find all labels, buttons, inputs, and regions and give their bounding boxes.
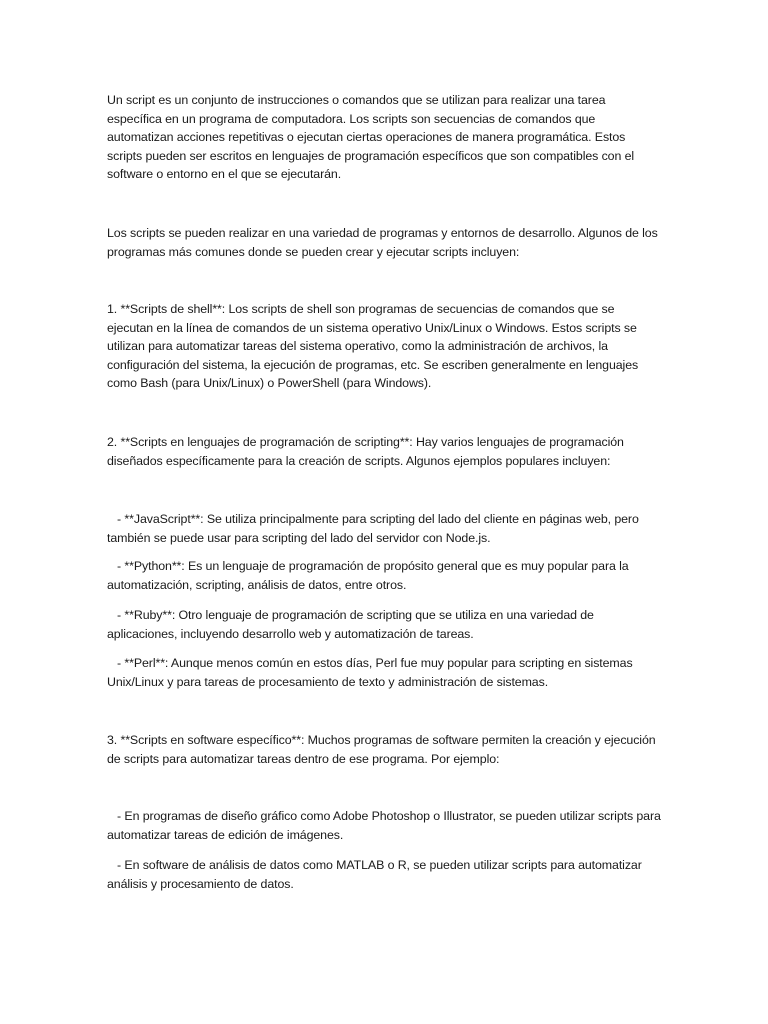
list-item-graphic-design: - En programas de diseño gráfico como Adobe Photoshop o Illustrator, se pueden utilizar scripts para automatizar tareas de edición de imágenes. bbox=[107, 809, 665, 842]
list-item-data-analysis: - En software de análisis de datos como MATLAB o R, se pueden utilizar scripts para automatizar análisis y procesamiento de datos. bbox=[107, 858, 646, 891]
list-item-javascript: - **JavaScript**: Se utiliza principalmente para scripting del lado del cliente en páginas web, pero también se puede usar para scripting del lado del servidor con Node.js. bbox=[107, 512, 643, 545]
list-item-python: - **Python**: Es un lenguaje de programación de propósito general que es muy popular para la automatización, scripting, análisis de datos, entre otros. bbox=[107, 559, 632, 592]
list-item-perl: - **Perl**: Aunque menos común en estos días, Perl fue muy popular para scripting en sistemas Unix/Linux y para tareas de procesamiento de texto y administración de sistemas. bbox=[107, 656, 636, 689]
paragraph-intro: Un script es un conjunto de instrucciones o comandos que se utilizan para realizar una tarea específica en un programa de computadora. Los scripts son secuencias de comandos que automatizan acciones repetitivas o ejecutan ciertas operaciones de manera programática. Estos scripts pueden ser escritos en lenguajes de programación específicos que son compatibles con el software o entorno en el que se ejecutarán. bbox=[107, 93, 635, 182]
paragraph-programs: Los scripts se pueden realizar en una variedad de programas y entornos de desarrollo. Algunos de los programas más comunes donde se pueden crear y ejecutar scripts incluyen: bbox=[107, 226, 658, 259]
paragraph-specific-software: 3. **Scripts en software específico**: Muchos programas de software permiten la creación y ejecución de scripts para automatizar tareas dentro de ese programa. Por ejemplo: bbox=[107, 733, 656, 766]
list-item-ruby: - **Ruby**: Otro lenguaje de programación de scripting que se utiliza en una variedad de aplicaciones, incluyendo desarrollo web y automatización de tareas. bbox=[107, 608, 598, 641]
paragraph-shell-scripts: 1. **Scripts de shell**: Los scripts de shell son programas de secuencias de comandos que se ejecutan en la línea de comandos de un sistema operativo Unix/Linux o Windows. Estos scripts se utilizan para automatizar tareas del sistema operativo, como la administración de archivos, la configuración del sistema, la ejecución de programas, etc. Se escriben generalmente en lenguajes como Bash (para Unix/Linux) o PowerShell (para Windows). bbox=[107, 302, 639, 391]
paragraph-scripting-languages: 2. **Scripts en lenguajes de programación de scripting**: Hay varios lenguajes de programación diseñados específicamente para la creación de scripts. Algunos ejemplos populares incluyen: bbox=[107, 435, 624, 468]
